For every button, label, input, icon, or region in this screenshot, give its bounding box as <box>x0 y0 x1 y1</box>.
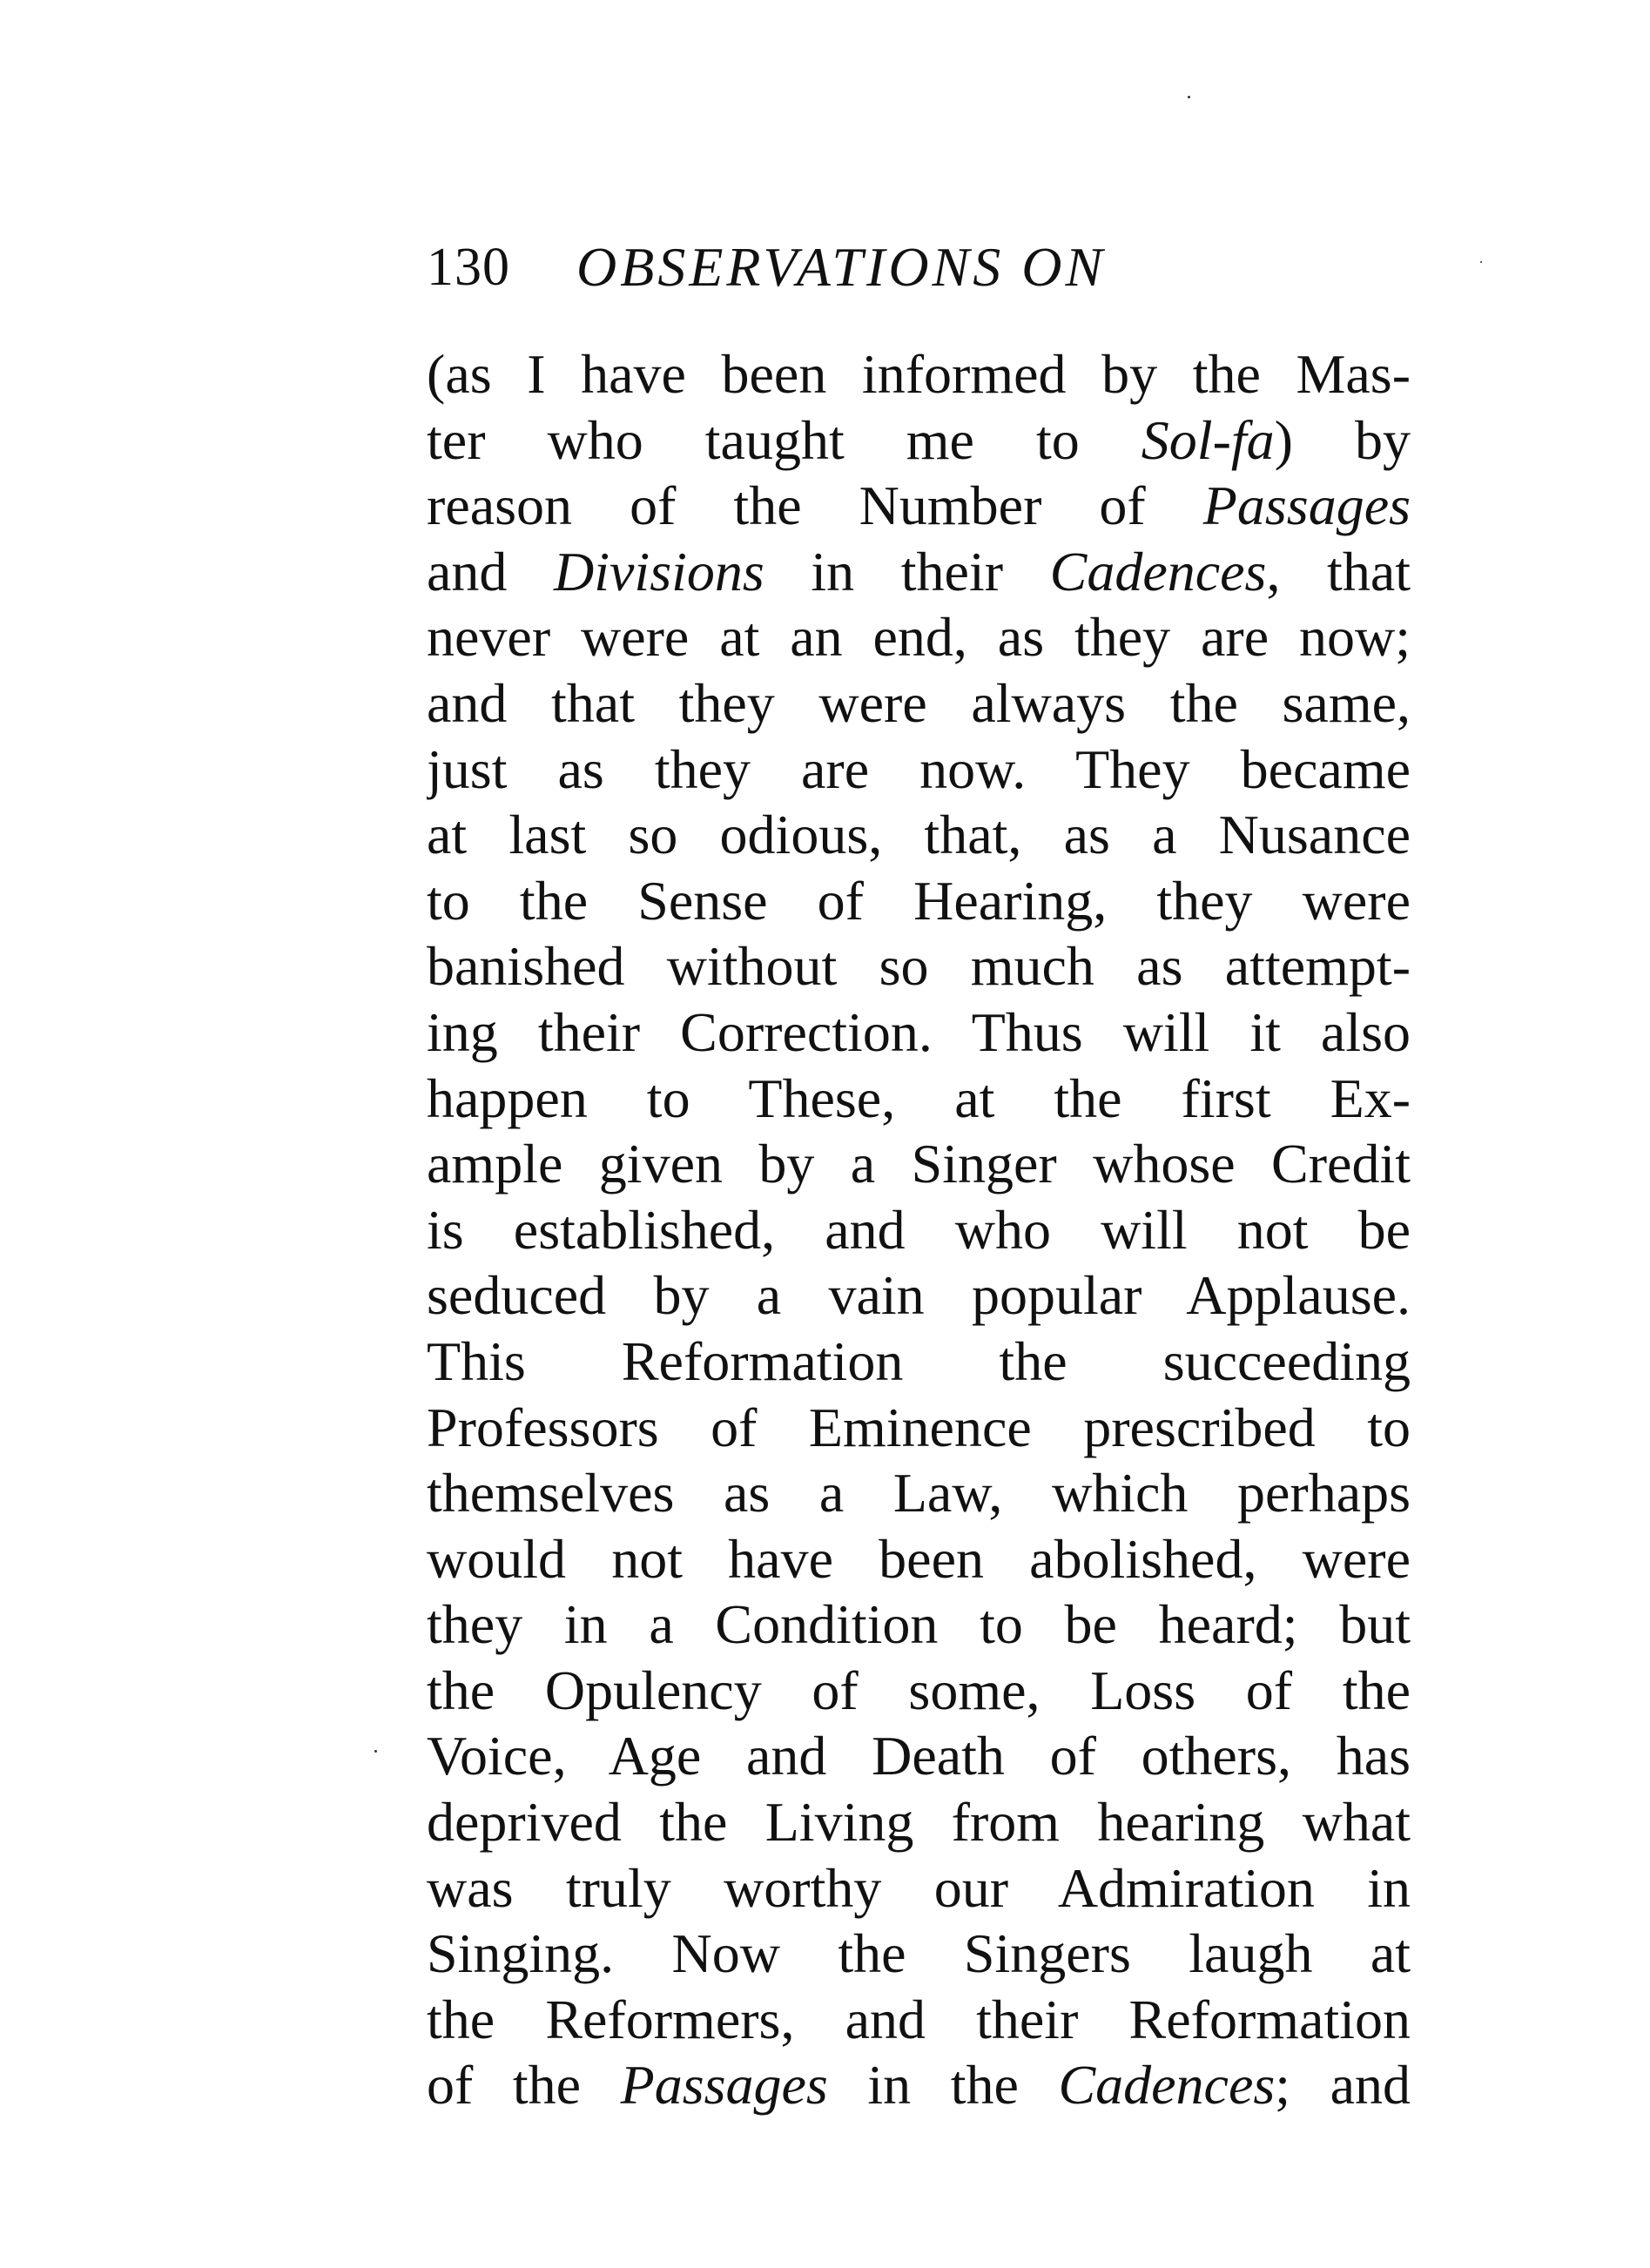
text-line: This Reformation the succeeding <box>427 1329 1411 1392</box>
text-line: is established, and who will not be <box>427 1198 1411 1261</box>
text-line: Professors of Eminence prescribed to <box>427 1396 1411 1458</box>
text-line: ter who taught me to Sol-fa) by <box>427 408 1411 471</box>
text-line: Singing. Now the Singers laugh at <box>427 1922 1411 1985</box>
italic-term: Sol-fa <box>1141 408 1275 471</box>
text-line: the Opulency of some, Loss of the <box>427 1659 1411 1721</box>
scan-speck <box>374 1750 377 1753</box>
text-line: reason of the Number of Passages <box>427 474 1411 537</box>
text-line: seduced by a vain popular Applause. <box>427 1264 1411 1327</box>
page-header <box>427 228 1411 306</box>
running-head: OBSERVATIONS ON <box>576 236 1107 298</box>
text-line: they in a Condition to be heard; but <box>427 1593 1411 1656</box>
scan-speck <box>1188 96 1190 98</box>
text-line: and that they were always the same, <box>427 671 1411 734</box>
text-line: just as they are now. They became <box>427 737 1411 800</box>
text-line: themselves as a Law, which perhaps <box>427 1462 1411 1524</box>
text-line: of the Passages in the Cadences; and <box>427 2054 1411 2117</box>
text-line: happen to These, at the first Ex- <box>427 1067 1411 1129</box>
italic-term: Passages <box>620 2054 828 2117</box>
text-line: would not have been abolished, were <box>427 1527 1411 1590</box>
text-line: to the Sense of Hearing, they were <box>427 869 1411 932</box>
italic-term: Passages <box>1202 474 1411 537</box>
body-text <box>427 341 1411 2118</box>
text-line: Voice, Age and Death of others, has <box>427 1725 1411 1787</box>
text-line: at last so odious, that, as a Nusance <box>427 804 1411 866</box>
text-line: and Divisions in their Cadences, that <box>427 540 1411 602</box>
page-number: 130 <box>427 238 510 297</box>
italic-term: Cadences <box>1049 540 1267 602</box>
scan-speck <box>1480 261 1482 263</box>
text-line: (as I have been informed by the Mas- <box>427 343 1411 405</box>
italic-term: Cadences <box>1058 2054 1276 2117</box>
text-line: ample given by a Singer whose Credit <box>427 1133 1411 1195</box>
text-line: deprived the Living from hearing what <box>427 1791 1411 1854</box>
text-line: was truly worthy our Admiration in <box>427 1856 1411 1919</box>
text-line: banished without so much as attempt- <box>427 935 1411 998</box>
text-line: ing their Correction. Thus will it also <box>427 1000 1411 1063</box>
italic-term: Divisions <box>554 540 764 602</box>
text-line: never were at an end, as they are now; <box>427 606 1411 669</box>
text-line: the Reformers, and their Reformation <box>427 1988 1411 2050</box>
